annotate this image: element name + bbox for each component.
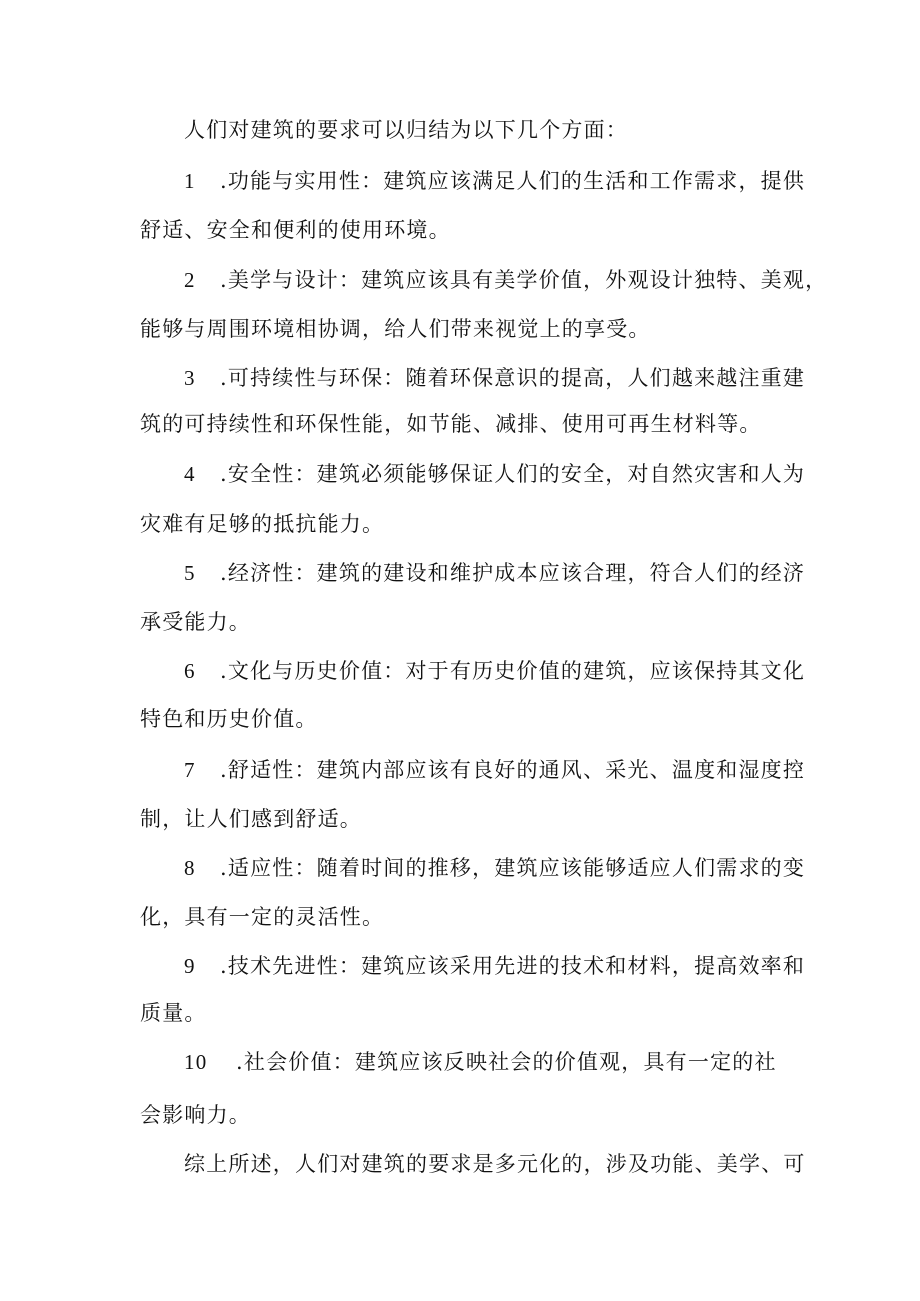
list-item-8-continuation: 化，具有一定的灵活性。 <box>140 905 385 929</box>
list-item-3-continuation: 筑的可持续性和环保性能，如节能、减排、使用可再生材料等。 <box>140 412 762 436</box>
list-item-7 <box>184 756 805 784</box>
list-item-2 <box>184 266 827 294</box>
list-item-4 <box>184 460 805 488</box>
item-number: 6 <box>184 659 196 683</box>
list-item-6 <box>184 657 805 685</box>
list-item-1 <box>184 167 805 195</box>
item-number: 10 <box>184 1050 208 1074</box>
list-item-8 <box>184 854 805 882</box>
list-item-6-continuation: 特色和历史价值。 <box>140 707 318 731</box>
item-number: 7 <box>184 758 196 782</box>
list-item-5 <box>184 559 805 587</box>
item-text: .舒适性：建筑内部应该有良好的通风、采光、温度和湿度控 <box>220 758 806 782</box>
item-text: .功能与实用性：建筑应该满足人们的生活和工作需求，提供 <box>220 169 806 193</box>
list-item-10-continuation: 会影响力。 <box>140 1103 251 1127</box>
summary-paragraph: 综上所述，人们对建筑的要求是多元化的，涉及功能、美学、可 <box>184 1152 806 1176</box>
item-number: 1 <box>184 169 196 193</box>
item-text: .美学与设计：建筑应该具有美学价值，外观设计独特、美观， <box>220 268 828 292</box>
list-item-9-continuation: 质量。 <box>140 1001 207 1025</box>
intro-paragraph: 人们对建筑的要求可以归结为以下几个方面： <box>184 118 628 142</box>
item-number: 9 <box>184 954 196 978</box>
item-text: .经济性：建筑的建设和维护成本应该合理，符合人们的经济 <box>220 561 806 585</box>
item-number: 3 <box>184 366 196 390</box>
item-number: 2 <box>184 268 196 292</box>
list-item-4-continuation: 灾难有足够的抵抗能力。 <box>140 512 385 536</box>
item-text: .社会价值：建筑应该反映社会的价值观，具有一定的社 <box>236 1050 777 1074</box>
list-item-3 <box>184 364 805 392</box>
list-item-10 <box>184 1048 777 1076</box>
item-text: .适应性：随着时间的推移，建筑应该能够适应人们需求的变 <box>220 856 806 880</box>
list-item-7-continuation: 制，让人们感到舒适。 <box>140 807 362 831</box>
list-item-1-continuation: 舒适、安全和便利的使用环境。 <box>140 218 451 242</box>
item-text: .安全性：建筑必须能够保证人们的安全，对自然灾害和人为 <box>220 462 806 486</box>
item-number: 5 <box>184 561 196 585</box>
list-item-5-continuation: 承受能力。 <box>140 610 251 634</box>
item-text: .文化与历史价值：对于有历史价值的建筑，应该保持其文化 <box>220 659 806 683</box>
list-item-2-continuation: 能够与周围环境相协调，给人们带来视觉上的享受。 <box>140 317 651 341</box>
item-text: .可持续性与环保：随着环保意识的提高，人们越来越注重建 <box>220 366 806 390</box>
item-number: 4 <box>184 462 196 486</box>
list-item-9 <box>184 952 805 980</box>
item-number: 8 <box>184 856 196 880</box>
item-text: .技术先进性：建筑应该采用先进的技术和材料，提高效率和 <box>220 954 806 978</box>
